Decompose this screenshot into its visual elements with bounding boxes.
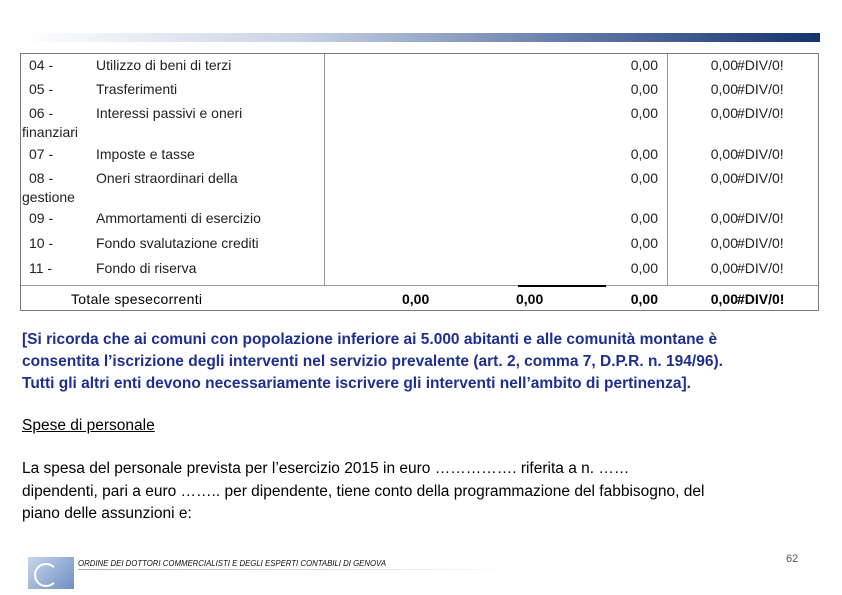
total-value-b: 0,00: [516, 291, 544, 307]
row-value-1: 0,00: [630, 146, 658, 162]
section-title: Spese di personale: [22, 417, 155, 434]
note-line: [Si ricorda che ai comuni con popolazione inferiore ai 5.000 abitanti e alle comunità montane è: [22, 331, 718, 348]
row-value-3: #DIV/0!: [737, 146, 784, 162]
note-line: consentita l’iscrizione degli interventi nel servizio prevalente (art. 2, comma 7, D.P.R. n. 194/96).: [22, 353, 723, 370]
row-number: 11 -: [29, 260, 53, 276]
row-value-2: 0,00: [710, 210, 738, 226]
table-row: [21, 207, 818, 230]
table-row: [21, 78, 818, 101]
note-line: Tutti gli altri enti devono necessariamente iscrivere gli interventi nell’ambito di pertinenza].: [22, 375, 691, 392]
org-logo-icon: [28, 557, 74, 589]
table-row: [21, 257, 818, 280]
row-value-1: 0,00: [630, 210, 658, 226]
total-value-1: 0,00: [630, 291, 658, 307]
row-description: Oneri straordinari della: [96, 170, 238, 186]
body-line: dipendenti, pari a euro …….. per dipendente, tiene conto della programmazione del fabbisogno, del: [22, 483, 705, 500]
table-row: [21, 102, 818, 125]
page-number: 62: [786, 553, 799, 565]
row-description-continued: gestione: [22, 189, 75, 205]
body-line: piano delle assunzioni e:: [22, 505, 192, 522]
row-value-3: #DIV/0!: [737, 170, 784, 186]
row-value-1: 0,00: [630, 81, 658, 97]
row-description: Fondo svalutazione crediti: [96, 235, 259, 251]
row-description: Imposte e tasse: [96, 146, 195, 162]
row-value-3: #DIV/0!: [737, 235, 784, 251]
body-line: La spesa del personale prevista per l’esercizio 2015 in euro ……………. riferita a n. ……: [22, 460, 630, 477]
row-description: Fondo di riserva: [96, 260, 197, 276]
row-value-3: #DIV/0!: [737, 81, 784, 97]
row-number: 10 -: [29, 235, 54, 251]
row-value-3: #DIV/0!: [737, 57, 784, 73]
row-value-1: 0,00: [630, 235, 658, 251]
row-value-2: 0,00: [710, 170, 738, 186]
row-value-1: 0,00: [630, 260, 658, 276]
row-number: 08 -: [29, 170, 54, 186]
row-number: 07 -: [29, 146, 54, 162]
row-number: 06 -: [29, 105, 54, 121]
row-value-2: 0,00: [710, 105, 738, 121]
row-number: 04 -: [29, 57, 54, 73]
table-row: [21, 143, 818, 166]
total-label: Totale spesecorrenti: [71, 291, 203, 307]
total-value-a: 0,00: [402, 291, 430, 307]
total-row: [21, 286, 818, 312]
row-description-continued: finanziari: [22, 124, 79, 140]
total-value-2: 0,00: [710, 291, 738, 307]
row-value-2: 0,00: [710, 81, 738, 97]
table-row: [21, 54, 818, 77]
footer-org-name: ORDINE DEI DOTTORI COMMERCIALISTI E DEGLI ESPERTI CONTABILI DI GENOVA: [78, 559, 387, 568]
row-value-3: #DIV/0!: [737, 260, 784, 276]
table-row: [21, 167, 818, 190]
row-value-1: 0,00: [630, 170, 658, 186]
table-row: [21, 232, 818, 255]
expense-table: [20, 53, 819, 311]
row-description: Utilizzo di beni di terzi: [96, 57, 232, 73]
total-value-3: #DIV/0!: [737, 291, 785, 307]
row-value-2: 0,00: [710, 260, 738, 276]
row-description: Trasferimenti: [96, 81, 178, 97]
row-value-3: #DIV/0!: [737, 105, 784, 121]
footer-divider: [78, 569, 518, 570]
header-gradient-bar: [20, 33, 820, 42]
row-number: 09 -: [29, 210, 54, 226]
row-value-1: 0,00: [630, 57, 658, 73]
row-value-2: 0,00: [710, 146, 738, 162]
row-value-2: 0,00: [710, 57, 738, 73]
row-description: Interessi passivi e oneri: [96, 105, 243, 121]
row-value-1: 0,00: [630, 105, 658, 121]
row-description: Ammortamenti di esercizio: [96, 210, 261, 226]
row-value-3: #DIV/0!: [737, 210, 784, 226]
row-value-2: 0,00: [710, 235, 738, 251]
row-number: 05 -: [29, 81, 54, 97]
